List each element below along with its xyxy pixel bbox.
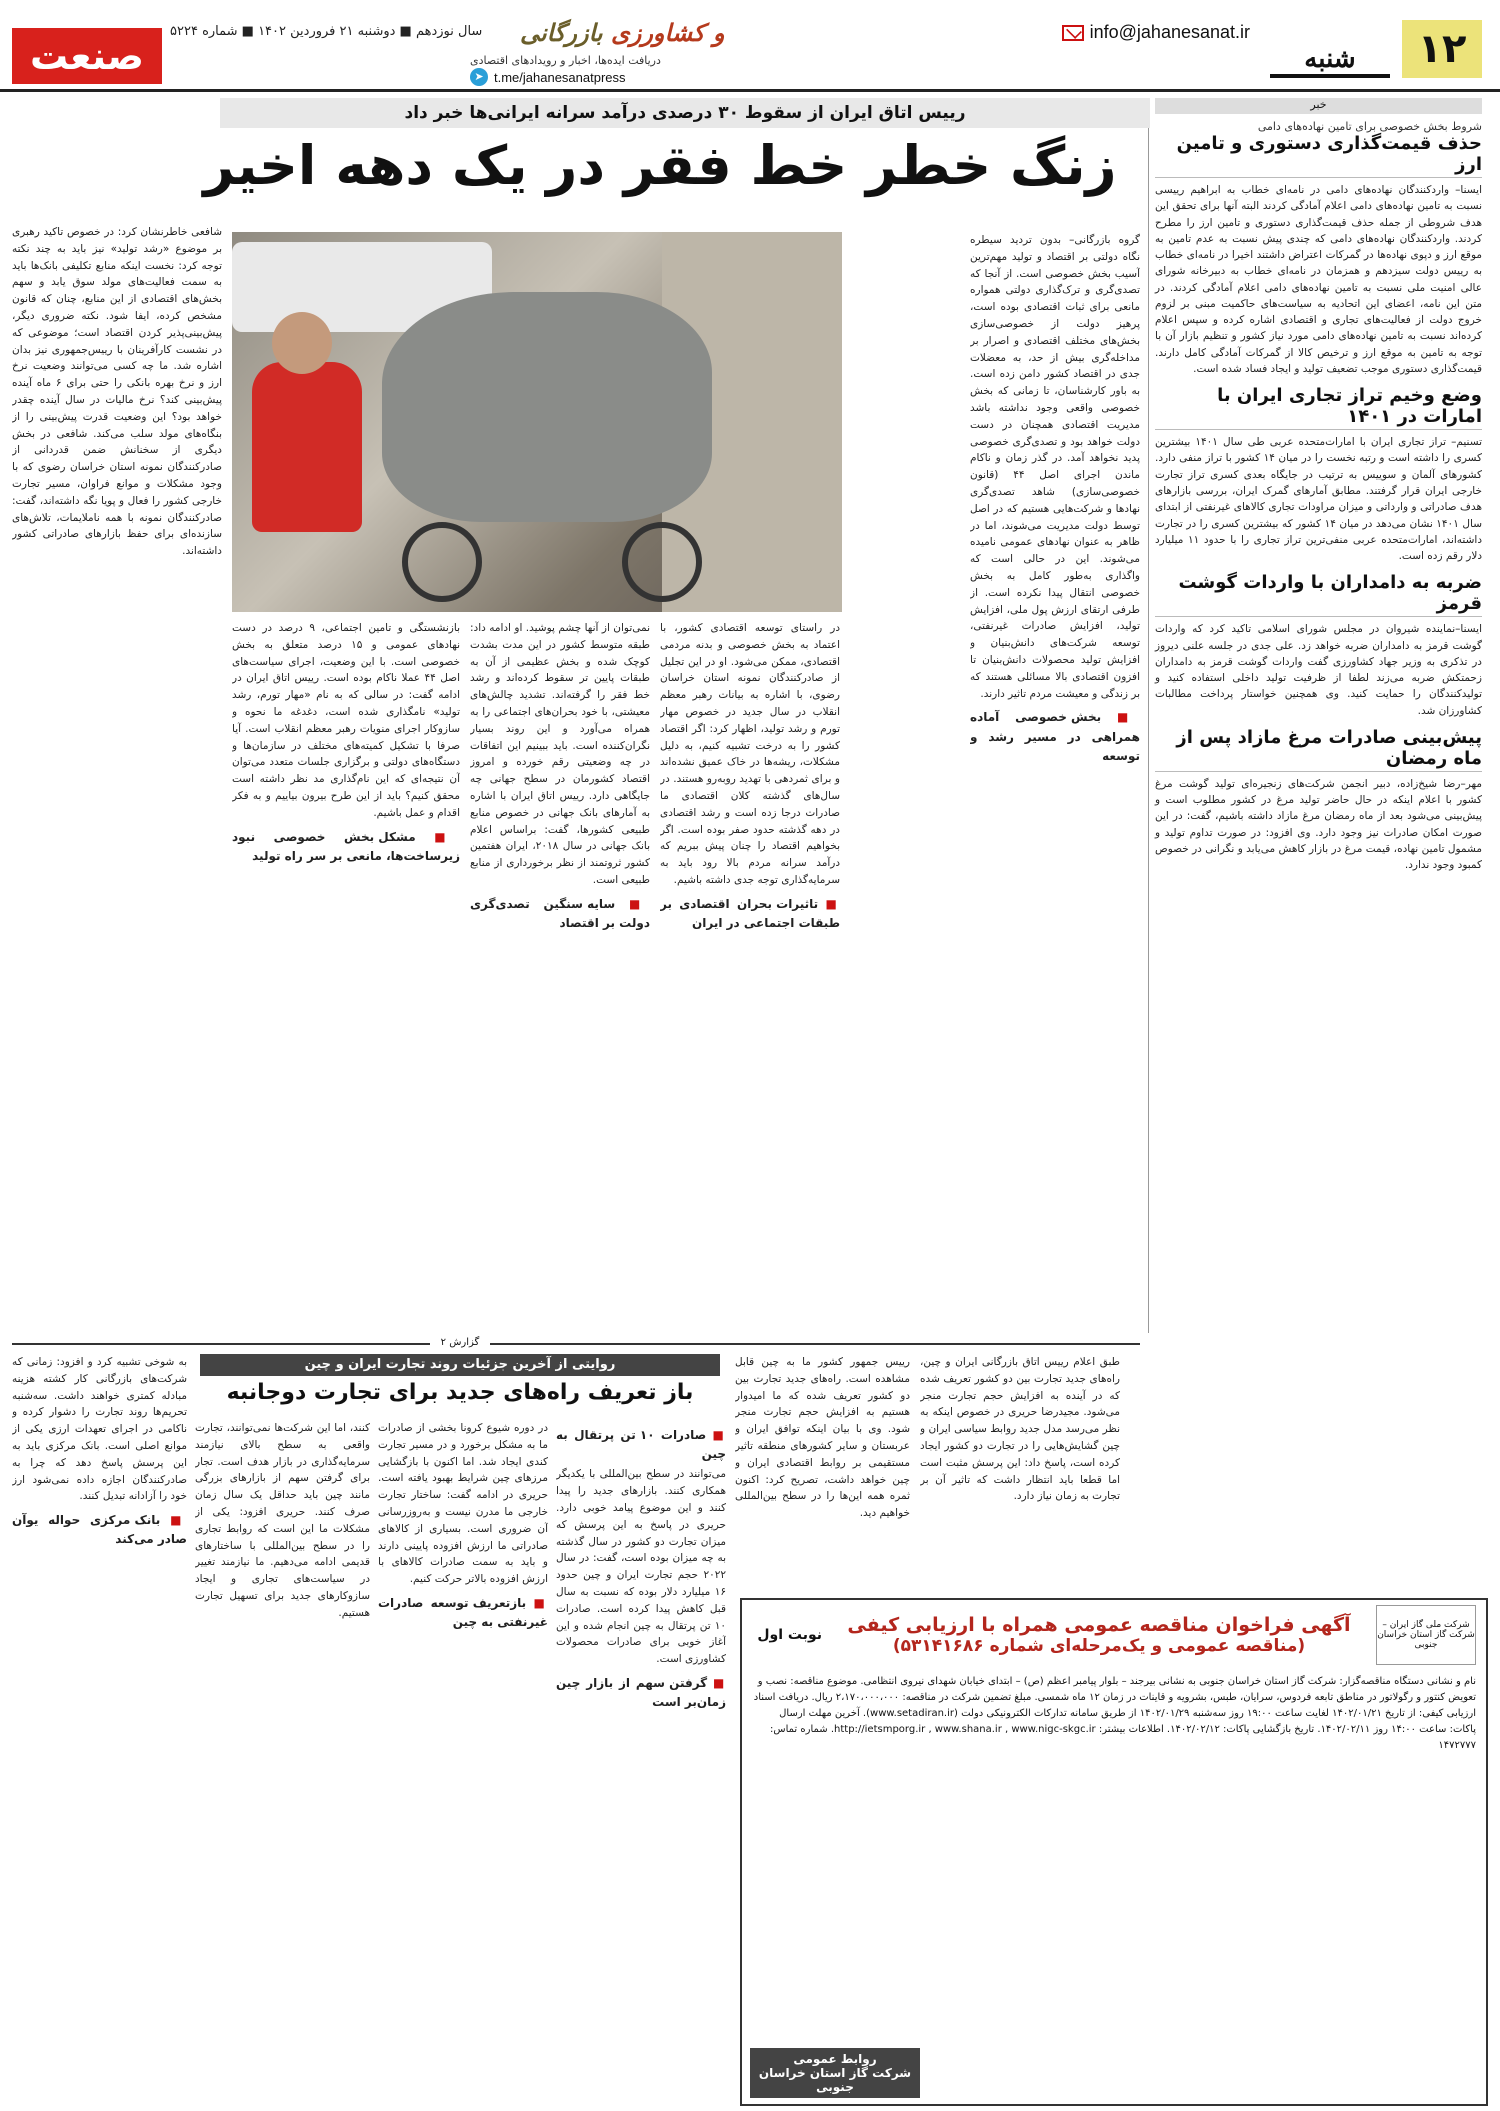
sidebar-item-body: ایسنا–نماینده شیروان در مجلس شورای اسلامی تاکید کرد که واردات گوشت قرمز به دامداران ضربه خواهد زد. علی جدی در جلسه علنی دیروز در تذکری به وزیر جهاد کشاورزی گفت واردات گوشت قرمز به دامداران زحمتکش ضربه می‌زند لطفا از ظرفیت تولید داخلی استفاده کنید و تولیدکنندگان را حمایت کنید. وی همچنین خواستار پرداخت مطالبات کشاورزان شد. xyxy=(1155,623,1482,717)
lead-headline[interactable]: زنگ خطر خط فقر در یک دهه اخیر xyxy=(203,134,1117,197)
sidebar-item-headline[interactable]: حذف قیمت‌گذاری دستوری و تامین ارز xyxy=(1155,133,1482,178)
second-column-subhead: ■ گرفتن سهم از بازار چین زمان‌بر است xyxy=(556,1674,726,1712)
telegram-link[interactable] xyxy=(470,68,626,86)
lead-column-text: در راستای توسعه اقتصادی کشور، با اعتماد به بخش خصوصی و بدنه مردمی اقتصادی، ممکن می‌شود. او در این تجلیل از صادرکنندگان نمونه استان خراسان رضوی، با اشاره به بیانات رهبر معظم انقلاب در سال جدید در خصوص مهار تورم و رشد تولید، اظهار کرد: اگر اقتصاد کشور را به درخت تشبیه کنیم، به دلیل مشکلات، ریشه‌ها در خاک عمیق نشده‌اند و برای ثمردهی با تهدید روبه‌رو هستند. در سال‌های گذشته کلان اقتصادی ما صادرات درجا زده است و رشد اقتصادی در دهه گذشته حدود صفر بوده است. اگر بخواهیم اقتصاد را چنان پیش ببریم که درآمد سرانه مردم بالا رود باید به سرمایه‌گذاری توجه جدی داشته باشیم. xyxy=(660,622,840,886)
lead-column-3 xyxy=(470,620,650,1325)
news-sidebar xyxy=(1148,98,1488,1333)
lead-column-4 xyxy=(232,620,460,1325)
tagline: دریافت ایده‌ها، اخبار و رویدادهای اقتصادی xyxy=(470,54,661,67)
second-column-subhead: ■ صادرات ۱۰ تن پرتقال به چین xyxy=(556,1426,726,1464)
second-column-1 xyxy=(920,1354,1120,1589)
lead-column-1 xyxy=(970,232,1140,1327)
photo-boy-head xyxy=(272,312,332,374)
lead-column-subhead: ■ تاثیرات بحران اقتصادی بر طبقات اجتماعی در ایران xyxy=(660,895,840,933)
sidebar-item-headline[interactable]: وضع وخیم تراز تجاری ایران با امارات در ۱۴۰۱ xyxy=(1155,385,1482,430)
second-column-text: می‌توانند در سطح بین‌المللی با یکدیگر همکاری کنند. بازارهای جدید را پیدا کنند و این موضوع پیامد خوبی دارد. حریری در پاسخ به این پرسش که میزان تجارت دو کشور در سال گذشته به چه میزان بوده است، گفت: در سال ۲۰۲۲ حجم تجارت ایران و چین حدود ۱۶ میلیارد دلار بوده که نسبت به سال قبل کاهش پیدا کرده است. صادرات ۱۰ تن پرتقال به چین انجام شده و این آغاز خوبی برای صادرات محصولات کشاورزی است. xyxy=(556,1468,726,1666)
lead-column-text: گروه بازرگانی– بدون تردید سیطره نگاه دولتی بر اقتصاد و تولید مهم‌ترین آسیب بخش خصوصی است. از آنجا که تصدی‌گری و ترک‌گذاری دولتی همواره مانعی برای ثبات اقتصادی بوده است، پرهیز دولت از خصوصی‌سازی بخش‌های مختلف اقتصادی و اصرار بر مداخله‌گری بیش از حد، به معضلات جدی در اقتصاد کشور دامن زده است. به باور کارشناسان، تا زمانی که بخش خصوصی واقعی وجود نداشته باشد مدیریت اقتصادی همچنان در دست دولت خواهد بود و تصدی‌گری خصوصی پدید نخواهد آمد. در گذر زمان و ناکام ماندن اجرای اصل ۴۴ (قانون خصوصی‌سازی) شاهد تصدی‌گری نهادها و شرکت‌هایی هستیم که در اصل توسط دولت مدیریت می‌شوند، اما در ظاهر به عنوان نهادهای عمومی نامیده می‌شوند. این در حالی است که واگذاری به‌طور کامل به بخش خصوصی انتقال پیدا نکرده است. از طرفی ارتقای ارزش پول ملی، افزایش تولید، افزایش صادرات غیرنفتی، توسعه شرکت‌های دانش‌بنیان و افزایش تولید محصولات دانش‌بنیان تا افزون اقتصادی بالا مسائلی هستند که بر زندگی و معیشت مردم تاثیر دارند. xyxy=(970,234,1140,700)
sidebar-item-body: ایسنا– واردکنندگان نهاده‌های دامی در نامه‌ای خطاب به ابراهیم رییسی نسبت به تامین نهاده‌های دامی اعلام آمادگی کردند البته آنها برای تحقق این هدف شروطی از جمله حذف قیمت‌گذاری دستوری و تامین ارز را مطرح کردند. واردکنندگان نهاده‌های دامی که چندی پیش نسبت به عدم تامین به موقع ارز و دپوی نهاده‌ها در گمرکات اعتراض داشتند اخیرا در نامه‌ای خطاب به رییس دولت سیزدهم و همزمان در نامه‌ای خطاب به دبیرخانه شورای عالی امنیت ملی نسبت به تامین نهاده‌های دامی اعلام آمادگی کردند. در متن این نامه، اعضای این اتحادیه به سیاست‌های حاکمیت مبنی بر لزوم خروج دولت از فعالیت‌های تجاری و اقتصادی اشاره کرده و سپس اعلام کرده‌اند نسبت به تامین نهاده‌های دامی مورد نیاز کشور و تنظیم بازار آن با توجه به تامین به موقع ارز و ترخیص کالا از گمرکات آمادگی کامل دارند. قیمت‌گذاری دستوری موجب تضعیف تولید و ایجاد فساد شده است. xyxy=(1155,184,1482,375)
second-column-text: به شوخی تشبیه کرد و افزود: زمانی که شرکت‌های بازرگانی کار کشته هزینه مبادله کمتری خواهند داشت. سه‌شنبه تحریم‌ها روند تجارت را دشوار کرده و ناکامی در اجرای تعهدات ارزی یکی از موانع اصلی است. بانک مرکزی باید به این پرسش پاسخ دهد که چرا به صادرکنندگان اجازه داده نمی‌شود ارز خود را آزادانه تبدیل کنند. xyxy=(12,1356,187,1503)
second-column-2 xyxy=(735,1354,910,1589)
section-divider xyxy=(12,1343,1140,1345)
second-column-subhead: ■ بازتعریف توسعه صادرات غیرنفتی به چین xyxy=(378,1594,548,1632)
telegram-icon: ➤ xyxy=(470,68,488,86)
lead-column-2 xyxy=(660,620,840,1325)
ad-footer-b: شرکت گاز استان خراسان جنوبی xyxy=(758,2066,912,2094)
email-contact[interactable] xyxy=(1062,22,1250,43)
issue-info: سال نوزدهم ■ دوشنبه ۲۱ فروردین ۱۴۰۲ ■ شماره ۵۲۲۴ xyxy=(170,24,483,39)
ad-title xyxy=(822,1614,1376,1656)
lead-column-text: بازنشستگی و تامین اجتماعی، ۹ درصد در دست نهادهای عمومی و ۱۵ درصد متعلق به بخش خصوصی است. با این وضعیت، اجرای سیاست‌های اصل ۴۴ عملا ناکام بوده است. رییس اتاق ایران در ادامه گفت: در سالی که به نام «مهار تورم، رشد تولید» نامگذاری شده است، دغدغه ما نحوه و سازوکار اجرای منویات رهبر معظم انقلاب است. آیا صرفا با تشکیل کمیته‌های مختلف در سازمان‌ها و دستگاه‌های دولتی و برگزاری جلسات متعدد می‌توان آن نتیجه‌ای که این نام‌گذاری مد نظر داشته است محقق کنیم؟ باید از این طرح بیرون بیاییم و به فکر اقدام و عمل باشیم. xyxy=(232,622,460,819)
ad-header xyxy=(742,1600,1486,1670)
masthead xyxy=(0,0,1500,92)
second-column-5 xyxy=(195,1420,370,2110)
section-title-b: و کشاورزی xyxy=(610,18,725,47)
second-headline[interactable]: باز تعریف راه‌های جدید برای تجارت دوجانبه xyxy=(226,1380,694,1405)
section-title-a: بازرگانی xyxy=(520,18,603,47)
ad-title-line-1: آگهی فراخوان مناقصه عمومی همراه با ارزیابی کیفی xyxy=(847,1614,1351,1636)
second-column-text: طبق اعلام رییس اتاق بازرگانی ایران و چین، راه‌های جدید تجارت بین دو کشور تعریف شده که در آینده به افزایش حجم تجارت منجر می‌شود. مجیدرضا حریری در خصوص اینکه به نظر می‌رسد مدل جدید روابط سیاسی ایران و چین گشایش‌هایی را در تجارت دو کشور ایجاد کرده است، پاسخ داد: این پرسش مثبت است اما قطعا باید انتظار داشت که تاثیر آن بر تجارت به زمان نیاز دارد. xyxy=(920,1356,1120,1503)
lead-photo xyxy=(232,232,842,612)
sidebar-item xyxy=(1155,120,1482,377)
lead-column-subhead: ■ سایه سنگین تصدی‌گری دولت بر اقتصاد xyxy=(470,895,650,933)
photo-wheel xyxy=(402,522,482,602)
page-number: ۱۲ xyxy=(1402,20,1482,78)
second-column-6 xyxy=(12,1354,187,2110)
envelope-icon xyxy=(1062,25,1084,41)
ad-footer xyxy=(750,2048,920,2098)
second-column-4 xyxy=(378,1420,548,2110)
ad-turn: نوبت اول xyxy=(757,1627,822,1643)
second-column-text: کنند، اما این شرکت‌ها نمی‌توانند، تجارت واقعی به سطح بالای نیازمند سرمایه‌گذاری در بازار هدف است. تجار برای گرفتن سهم از بازارهای بزرگی مانند چین باید حداقل یک سال زمان صرف کنند. حریری افزود: یکی از مشکلات ما این است که روابط تجاری را در سطح بین‌المللی با ساختارهای قدیمی ادامه می‌دهیم. ما نیازمند تغییر در سیاست‌های تجاری و ایجاد سازوکارهای جدید برای تسهیل تجارت هستیم. xyxy=(195,1422,370,1619)
page-logo: شنبه xyxy=(1270,20,1390,78)
second-column-3 xyxy=(556,1420,726,2110)
ad-body: نام و نشانی دستگاه مناقصه‌گزار: شرکت گاز استان خراسان جنوبی به نشانی بیرجند – بلوار پیامبر اعظم (ص) – ابتدای خیابان شهدای نیروی انتظامی. موضوع مناقصه: نصب و تعویض کنتور و رگولاتور در مناطق تابعه فردوس، سرایان، طبس، بشرویه و قاینات در زمان ۱۲ ماه شمسی. مبلغ تضمین شرکت در مناقصه: ۲،۱۷۰،۰۰۰،۰۰۰ ریال. دریافت اسناد ارزیابی کیفی: از تاریخ ۱۴۰۲/۰۱/۲۱ لغایت ساعت ۱۹:۰۰ روز سه‌شنبه ۱۴۰۲/۰۱/۲۹ از طریق سامانه تدارکات الکترونیکی دولت (www.setadiran.ir). آخرین مهلت ارسال پاکات: ساعت ۱۴:۰۰ روز ۱۴۰۲/۰۲/۱۱. تاریخ بازگشایی پاکات: ۱۴۰۲/۰۲/۱۲. اطلاعات بیشتر: http://ietsmporg.ir , www.shana.ir , www.nigc-skgc.ir. شماره تماس: ۱۴۷۲۷۷۷ xyxy=(753,1676,1476,1751)
photo-sack xyxy=(382,292,712,522)
sidebar-item xyxy=(1155,385,1482,564)
second-supertitle: روایتی از آخرین جزئیات روند تجارت ایران و چین xyxy=(200,1354,720,1376)
email-text: info@jahanesanat.ir xyxy=(1089,22,1250,42)
ad-footer-a: روابط عمومی xyxy=(793,2052,877,2066)
lead-supertitle: رییس اتاق ایران از سقوط ۳۰ درصدی درآمد سرانه ایرانی‌ها خبر داد xyxy=(220,98,1150,128)
brand-logo: صنعت xyxy=(12,28,162,84)
lead-column-text: نمی‌توان از آنها چشم پوشید. او ادامه داد: طبقه متوسط کشور در این مدت بشدت کوچک شده و بخش عظیمی از آن به طبقات پایین تر سقوط کرده‌اند و رشد خط فقر را گرفته‌اند. تشدید چالش‌های معیشتی، با خود بحران‌های اجتماعی را به همراه می‌آورد و این روند بسیار نگران‌کننده است. باید ببینیم این اتفاقات در چه وضعیتی رقم خورده و امروز اقتصاد کشورمان در سطح جهانی چه جایگاهی دارد. رییس اتاق ایران با اشاره به آمارهای بانک جهانی در خصوص منابع طبیعی کشورها، گفت: براساس اعلام بانک جهانی در سال ۲۰۱۸، ایران هفتمین کشور ثروتمند از نظر برخورداری از منابع طبیعی است. xyxy=(470,622,650,886)
second-column-text: رییس جمهور کشور ما به چین قابل مشاهده است. راه‌های جدید تجارت بین دو کشور تعریف شده که ما امیدوار هستیم به افزایش حجم تجارت منجر شود. وی با بیان اینکه توافق ایران و عربستان و سایر کشورهای منطقه تاثیر مستقیمی بر روابط اقتصادی ایران و چین خواهد داشت، تصریح کرد: اکنون ثمره همه این‌ها را در سطح بین‌المللی خواهیم دید. xyxy=(735,1356,910,1520)
section-title xyxy=(520,18,725,47)
telegram-text: t.me/jahanesanatpress xyxy=(494,69,626,85)
sidebar-item-headline[interactable]: پیش‌بینی صادرات مرغ مازاد پس از ماه رمضان xyxy=(1155,727,1482,772)
lead-column-subhead: ■ بخش خصوصی آماده همراهی در مسیر رشد و توسعه xyxy=(970,708,1140,766)
sidebar-item-super: شروط بخش خصوصی برای تامین نهاده‌های دامی xyxy=(1257,120,1482,133)
sidebar-item xyxy=(1155,572,1482,719)
lead-column-text: شافعی خاطرنشان کرد: در خصوص تاکید رهبری بر موضوع «رشد تولید» نیز باید به چند نکته توجه کرد: نخست اینکه منابع تکلیفی بانک‌ها باید به سمت فعالیت‌های مولد سوق یابد و سهم بخش‌های اقتصادی از این منابع، چنان که قانون مشخص کرده، ایفا شود. نکته ضروری دیگر، پیش‌بینی‌پذیر کردن اقتصاد است؛ موضوعی که در نشست کارآفرینان با رییس‌جمهوری نیز بدان اشاره شد. ما چه کسی می‌توانند وضعیت نرخ ارز و نرخ بهره بانکی را حتی برای ۶ ماه آینده پیش‌بینی کند؟ نرخ مالیات در سال آینده چقدر خواهد بود؟ این وضعیت قدرت پیش‌بینی را از بنگاه‌های مولد سلب می‌کند. شافعی در بخش دیگری از سخنانش ضمن قدردانی از صادرکنندگان نمونه استان خراسان رضوی که با وجود مشکلات و موانع فراوان، مسیر تجارت خارجی کشور را فعال و پویا نگه داشته‌اند، گفت: صادرکنندگان نمونه با همه ناملایمات، تلاش‌های سازنده‌ای برای حفظ بازارهای صادراتی کشور داشته‌اند. xyxy=(12,226,222,558)
second-column-text: در دوره شیوع کرونا بخشی از صادرات ما به مشکل برخورد و در مسیر تجارت کندی ایجاد شد. اما اکنون با بازگشایی مرزهای چین شرایط بهبود یافته است. حریری در ادامه گفت: ساختار تجارت خارجی ما مدرن نیست و به‌روزرسانی آن ضروری است. بسیاری از کالاهای صادراتی ما ارزش افزوده پایینی دارند و باید به سمت صادرات کالاهای با ارزش افزوده بالاتر حرکت کنیم. xyxy=(378,1422,548,1586)
photo-boy xyxy=(252,362,362,532)
lead-column-subhead: ■ مشکل بخش خصوصی نبود زیرساخت‌ها، مانعی بر سر راه تولید xyxy=(232,828,460,866)
second-column-subhead: ■ بانک مرکزی حواله یوآن صادر می‌کند xyxy=(12,1511,187,1549)
report-tag: گزارش ۲ xyxy=(430,1337,490,1351)
second-story-header xyxy=(200,1354,720,1414)
photo-wheel xyxy=(622,522,702,602)
lead-column-5 xyxy=(12,224,222,1327)
ad-title-line-2: (مناقصه عمومی و یک‌مرحله‌ای شماره ۵۳۱۴۱۶۸۶) xyxy=(892,1636,1306,1656)
gas-company-logo: شرکت ملی گاز ایران – شرکت گاز استان خراسان جنوبی xyxy=(1376,1605,1476,1665)
tender-ad xyxy=(740,1598,1488,2106)
sidebar-item-headline[interactable]: ضربه به دامداران با واردات گوشت قرمز xyxy=(1155,572,1482,617)
sidebar-item xyxy=(1155,727,1482,874)
sidebar-kicker: خبر xyxy=(1155,98,1482,114)
sidebar-item-body: مهر–رضا شیخ‌زاده، دبیر انجمن شرکت‌های زنجیره‌ای تولید گوشت مرغ کشور با اعلام اینکه در حال حاضر تولید مرغ در کشور مطلوب است و پیش‌بینی می‌شود بعد از ماه رمضان مرغ مازاد داشته باشیم، گفت: در این صورت امکان صادرات نیز وجود دارد. وی افزود: در صورت تداوم تولید و مشمول تامین نهاده، قیمت مرغ در بازار کاهش می‌یابد و نگرانی در خصوص کمبود وجود ندارد. xyxy=(1155,777,1482,872)
sidebar-item-body: تسنیم– تراز تجاری ایران با امارات‌متحده عربی طی سال ۱۴۰۱ بیشترین کسری را داشته است و رتبه نخست را در میان ۱۴ کشور با تراز منفی دارد. کشورهای آلمان و سوییس به ترتیب در جایگاه بعدی کسری تراز تجارت خارجی ایران قرار گرفتند. مطابق آمارهای گمرک ایران، بررسی بازارهای هدف صادراتی و وارداتی و میزان مراودات تجاری کالاهای غیرنفتی از ابتدای سال ۱۴۰۱ نشان می‌دهد در میان ۱۴ کشور که بیشترین کسری را در تجارت داشته‌اند، امارات‌متحده عربی منفی‌ترین تراز تجاری را با حدود ۱۱ میلیارد دلار رقم زده است. xyxy=(1155,436,1483,563)
